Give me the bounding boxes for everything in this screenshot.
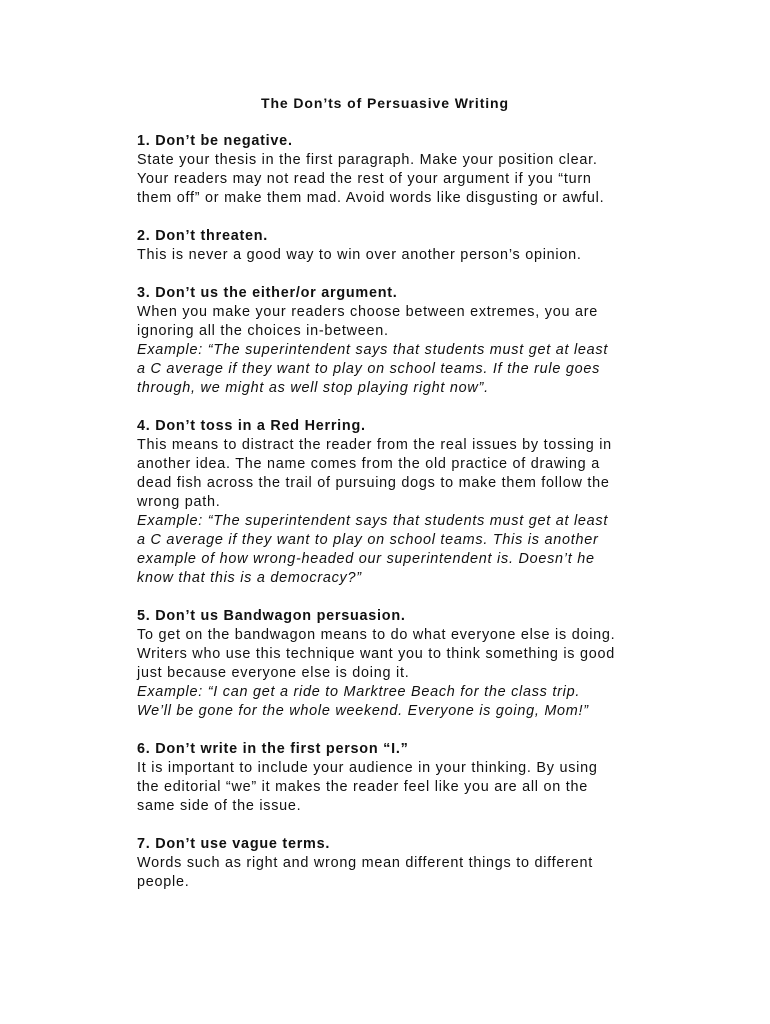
body-line: ignoring all the choices in-between. [137, 323, 389, 339]
body-line: Your readers may not read the rest of your argument if you “turn [137, 171, 592, 187]
body-line: To get on the bandwagon means to do what everyone else is doing. [137, 627, 616, 643]
section-heading: 3. Don’t us the either/or argument. [137, 285, 398, 301]
section-heading: 1. Don’t be negative. [137, 133, 293, 149]
document-body [137, 132, 677, 911]
section-6 [137, 740, 677, 816]
body-line: State your thesis in the first paragraph. Make your position clear. [137, 152, 598, 168]
section-3 [137, 284, 677, 398]
section-heading: 6. Don’t write in the first person “I.” [137, 741, 409, 757]
example-line: Example: “The superintendent says that students must get at least [137, 342, 609, 358]
section-heading: 7. Don’t use vague terms. [137, 836, 331, 852]
body-line: dead fish across the trail of pursuing dogs to make them follow the [137, 475, 610, 491]
example-line: know that this is a democracy?” [137, 570, 362, 586]
section-heading: 2. Don’t threaten. [137, 228, 269, 244]
example-line: Example: “The superintendent says that students must get at least [137, 513, 609, 529]
body-line: This is never a good way to win over another person’s opinion. [137, 247, 582, 263]
example-line: a C average if they want to play on school teams. This is another [137, 532, 599, 548]
body-line: Words such as right and wrong mean different things to different [137, 855, 593, 871]
section-7 [137, 835, 677, 892]
example-line: example of how wrong-headed our superintendent is. Doesn’t he [137, 551, 595, 567]
body-line: them off” or make them mad. Avoid words like disgusting or awful. [137, 190, 605, 206]
body-line: Writers who use this technique want you to think something is good [137, 646, 615, 662]
body-line: When you make your readers choose between extremes, you are [137, 304, 598, 320]
body-line: just because everyone else is doing it. [137, 665, 410, 681]
section-1 [137, 132, 677, 208]
section-2 [137, 227, 677, 265]
body-line: another idea. The name comes from the old practice of drawing a [137, 456, 600, 472]
body-line: This means to distract the reader from the real issues by tossing in [137, 437, 612, 453]
section-5 [137, 607, 677, 721]
example-line: through, we might as well stop playing right now”. [137, 380, 489, 396]
example-line: Example: “I can get a ride to Marktree Beach for the class trip. [137, 684, 581, 700]
body-line: same side of the issue. [137, 798, 302, 814]
section-4 [137, 417, 677, 588]
section-heading: 4. Don’t toss in a Red Herring. [137, 418, 366, 434]
body-line: It is important to include your audience in your thinking. By using [137, 760, 598, 776]
example-line: a C average if they want to play on school teams. If the rule goes [137, 361, 601, 377]
body-line: wrong path. [137, 494, 221, 510]
body-line: people. [137, 874, 190, 890]
example-line: We’ll be gone for the whole weekend. Everyone is going, Mom!” [137, 703, 589, 719]
section-heading: 5. Don’t us Bandwagon persuasion. [137, 608, 406, 624]
body-line: the editorial “we” it makes the reader feel like you are all on the [137, 779, 588, 795]
document-title: The Don’ts of Persuasive Writing [261, 95, 509, 111]
